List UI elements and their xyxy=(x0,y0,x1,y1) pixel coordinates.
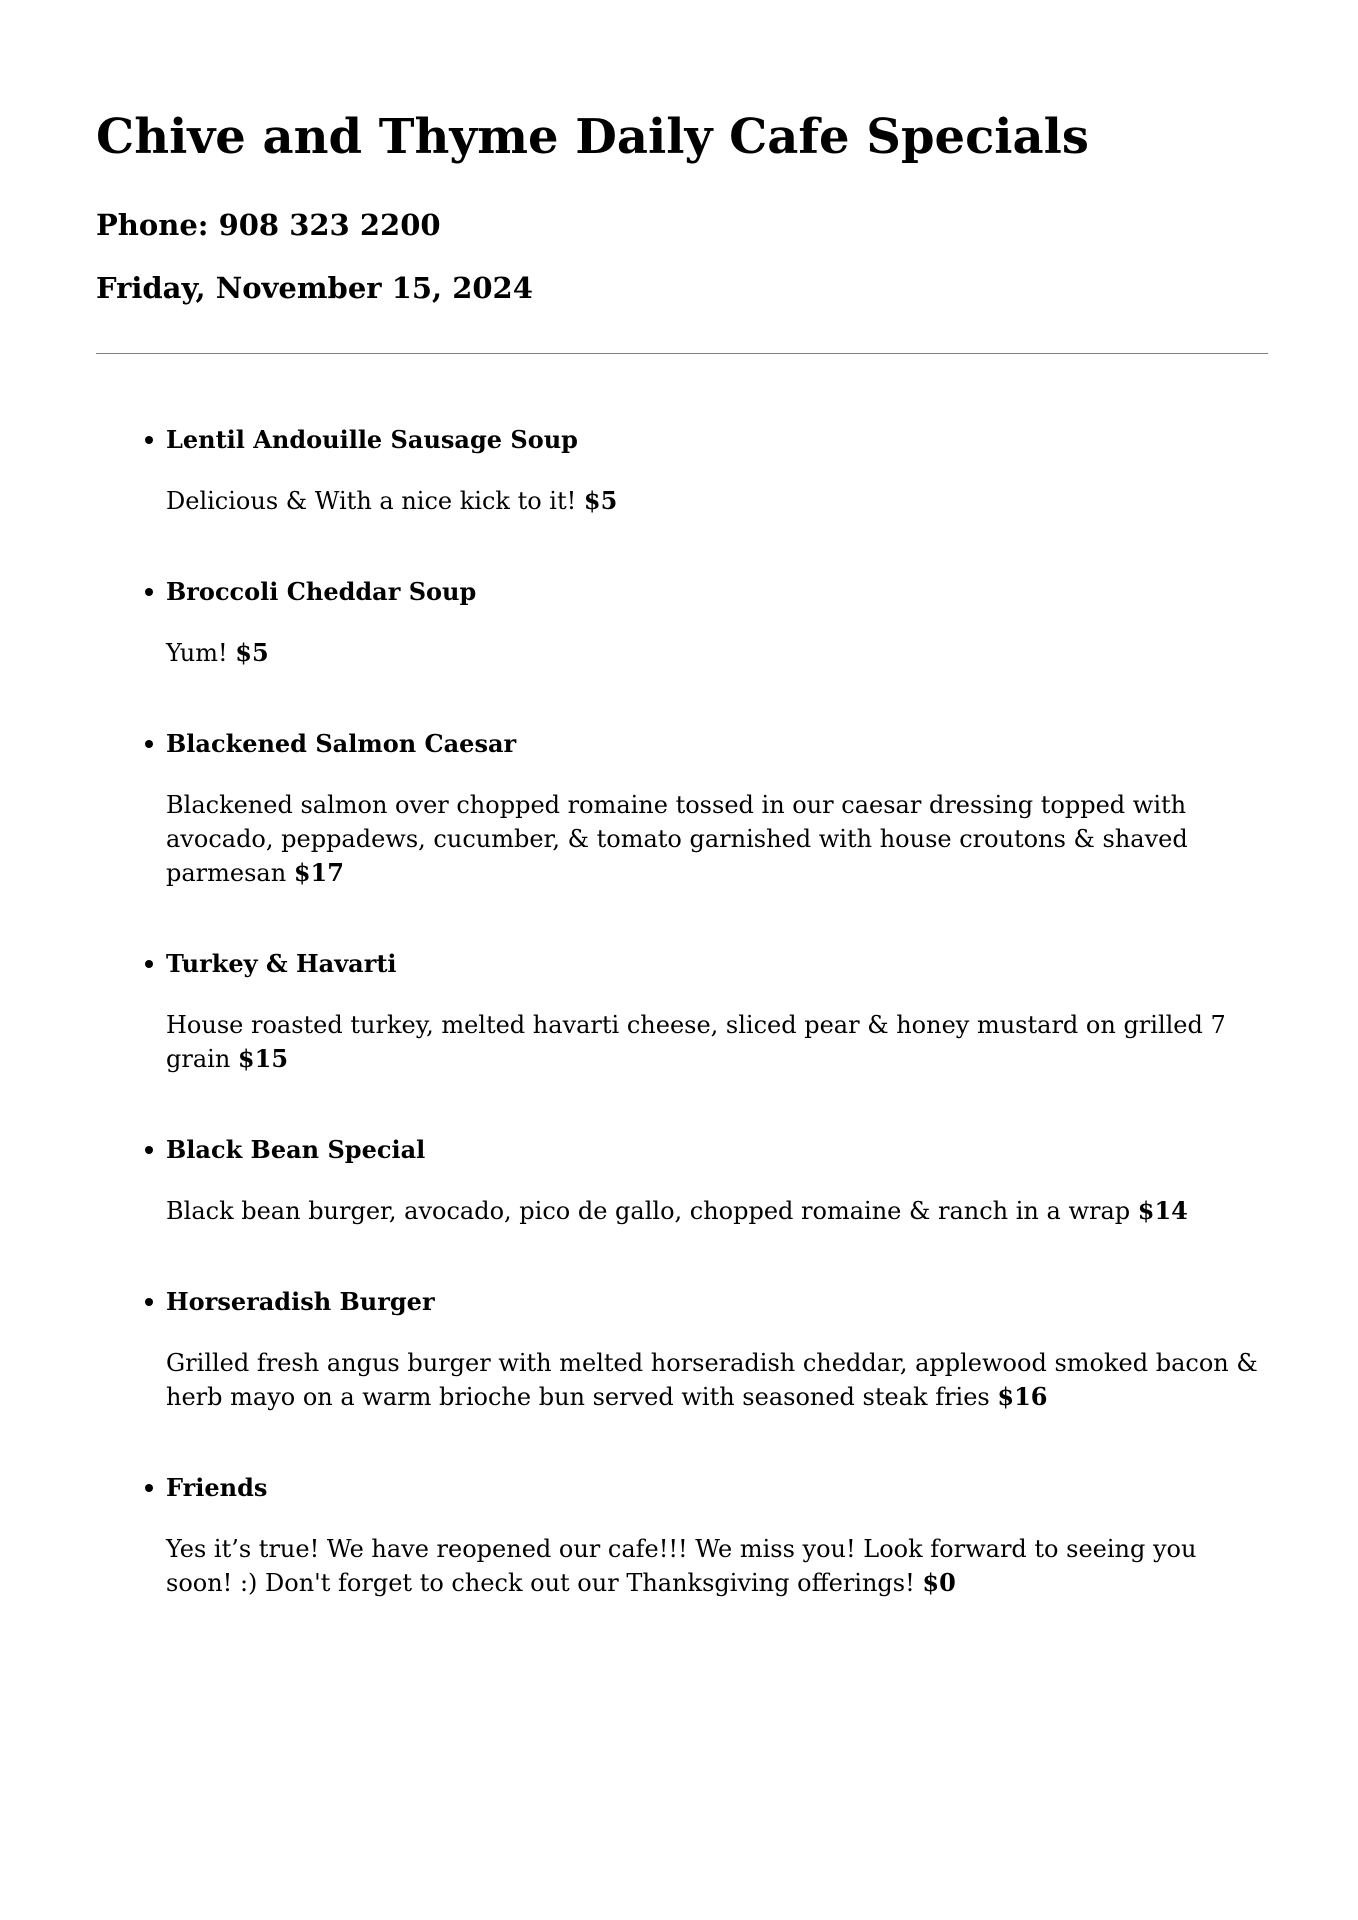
menu-item-name-text: Friends xyxy=(166,1473,268,1502)
menu-item-name xyxy=(166,1285,1268,1319)
menu-item-price: $15 xyxy=(237,1044,289,1073)
menu-item-name-text: Black Bean Special xyxy=(166,1135,426,1164)
bullet-icon xyxy=(145,436,153,444)
menu-item-price: $17 xyxy=(293,858,344,887)
menu-item-description-text: Blackened salmon over chopped romaine tossed in our caesar dressing topped with avocado, peppadews, cucumber, & tomato garnished with house croutons & shaved parmesan xyxy=(166,791,1188,887)
menu-item-name xyxy=(166,575,1268,609)
bullet-icon xyxy=(145,960,153,968)
menu-item-description xyxy=(166,484,1268,518)
menu-item-description-text: Yum! xyxy=(166,639,228,667)
menu-item-description-text: Delicious & With a nice kick to it! xyxy=(166,487,577,515)
menu-item-name-text: Lentil Andouille Sausage Soup xyxy=(166,425,578,454)
menu-item xyxy=(96,727,1268,890)
menu-item-name-text: Turkey & Havarti xyxy=(166,949,397,978)
menu-item-name xyxy=(166,1471,1268,1505)
menu-item-name xyxy=(166,727,1268,761)
page-title: Chive and Thyme Daily Cafe Specials xyxy=(96,109,1089,165)
menu-item-description xyxy=(166,636,1268,670)
menu-item-name xyxy=(166,947,1268,981)
bullet-icon xyxy=(145,1484,153,1492)
menu-item xyxy=(96,947,1268,1076)
specials-list xyxy=(96,423,1268,1657)
menu-item-name-text: Blackened Salmon Caesar xyxy=(166,729,517,758)
menu-item-name xyxy=(166,1133,1268,1167)
menu-item-description-text: Yes it’s true! We have reopened our cafe!!! We miss you! Look forward to seeing you soon! :) Don't forget to check out our Thanksgiving offerings! xyxy=(166,1535,1197,1597)
bullet-icon xyxy=(145,740,153,748)
menu-item-description xyxy=(166,1532,1268,1600)
bullet-icon xyxy=(145,588,153,596)
menu-item-name-text: Horseradish Burger xyxy=(166,1287,435,1316)
header-divider xyxy=(96,353,1268,354)
menu-item xyxy=(96,1133,1268,1228)
menu-item-name-text: Broccoli Cheddar Soup xyxy=(166,577,477,606)
menu-item-description xyxy=(166,1194,1268,1228)
phone-number: Phone: 908 323 2200 xyxy=(96,208,441,242)
bullet-icon xyxy=(145,1146,153,1154)
menu-item xyxy=(96,1285,1268,1414)
menu-item-name xyxy=(166,423,1268,457)
bullet-icon xyxy=(145,1298,153,1306)
menu-item-price: $0 xyxy=(922,1568,956,1597)
menu-item-price: $14 xyxy=(1137,1196,1188,1225)
menu-item-description xyxy=(166,1346,1268,1414)
menu-item-price: $5 xyxy=(235,638,269,667)
menu-date: Friday, November 15, 2024 xyxy=(96,271,533,305)
menu-item-description-text: Black bean burger, avocado, pico de gallo, chopped romaine & ranch in a wrap xyxy=(166,1197,1131,1225)
menu-item-description-text: House roasted turkey, melted havarti cheese, sliced pear & honey mustard on grilled 7 grain xyxy=(166,1011,1226,1073)
menu-item-description-text: Grilled fresh angus burger with melted horseradish cheddar, applewood smoked bacon & herb mayo on a warm brioche bun served with seasoned steak fries xyxy=(166,1349,1258,1411)
menu-item-description xyxy=(166,1008,1268,1076)
menu-item xyxy=(96,1471,1268,1600)
menu-item-price: $5 xyxy=(583,486,618,515)
menu-item xyxy=(96,575,1268,670)
menu-item-description xyxy=(166,788,1268,890)
menu-item xyxy=(96,423,1268,518)
menu-item-price: $16 xyxy=(997,1382,1048,1411)
